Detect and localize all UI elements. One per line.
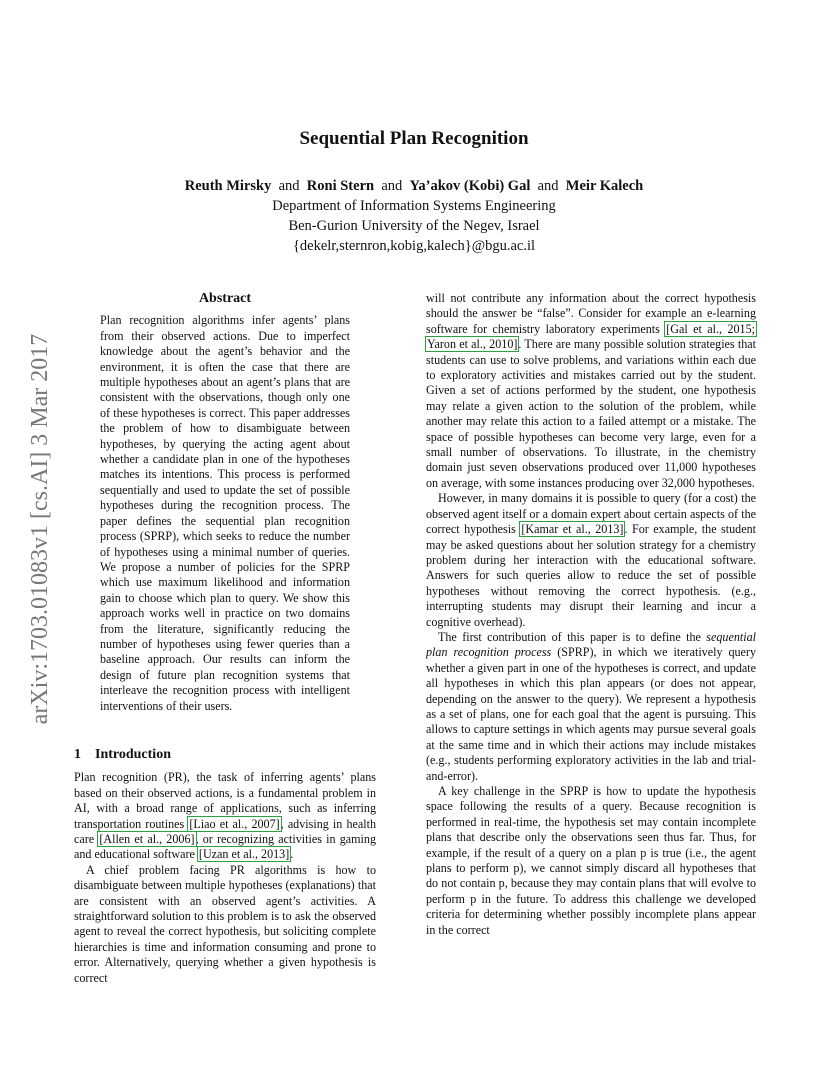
affiliation-department: Department of Information Systems Engineering xyxy=(272,198,556,214)
intro-paragraph-1: Plan recognition (PR), the task of inferring agents’ plans based on their observed actions, is a fundamental problem in AI, with a broad range of applications, such as inferring transportation routines [Liao et al., 2007], advising in health care [Allen et al., 2006], or recognizing activities in gaming and educational software [Uzan et al., 2013]. xyxy=(74,770,377,862)
author-emails: {dekelr,sternron,kobig,kalech}@bgu.ac.il xyxy=(292,238,536,254)
author-separator: and xyxy=(537,178,559,194)
right-paragraph-1: will not contribute any information about the correct hypothesis should the answer be “false”. Consider for example an e-learning software for chemistry laboratory experiments [Gal et al., 2015; Yaron et al., 2010]. There are many possible solution strategies that students can use to solve problems, and variations within each due to exploratory activities and mistakes carried out by the student. Given a set of actions performed by the student, one hypothesis may relate a given action to the solution of the problem, while another may relate this action to a failed attempt or a mistake. The space of possible hypotheses can become very large, even for a small number of observations. To illustrate, in the chemistry domain just seven observations produced over 11,000 hypotheses on average, with some instances producing over 32,000 hypotheses. xyxy=(426,291,756,490)
right-column xyxy=(426,291,756,938)
abstract-heading: Abstract xyxy=(198,291,252,306)
left-column xyxy=(74,291,376,986)
author-name: Meir Kalech xyxy=(565,178,644,194)
right-paragraph-3: The first contribution of this paper is to define the sequential plan recognition process (SPRP), in which we iteratively query whether a given part in one of the hypotheses is correct, and update all hypotheses in which this plan appears (or does not appear, depending on the answer to the query). We represent a hypothesis as a set of plans, one for each goal that the agent is pursuing. This allows to capture settings in which agents may pursue several goals at the same time and in which their actions may include mistakes (e.g., students performing exploratory activities in the lab and trial-and-error). xyxy=(426,629,756,783)
section-number: 1 xyxy=(74,746,81,762)
citation-link[interactable]: [Gal et al., 2015; xyxy=(666,321,755,336)
paper-title: Sequential Plan Recognition xyxy=(299,128,529,149)
author-separator: and xyxy=(381,178,403,194)
section-heading-introduction xyxy=(74,747,376,762)
right-paragraph-4: A key challenge in the SPRP is how to update the hypothesis space following the results of a query. Because recognition is performed in real-time, the hypothesis set may contain incomplete plans that describe only the observations seen thus far. Thus, for example, if the result of a query on a plan p is true (i.e., the agent plans to perform p), we cannot simply discard all hypotheses that do not contain p, because they may contain plans that will evolve to perform p in the future. To address this challenge we developed criteria for determining whether possibly incomplete plans appear in the correct xyxy=(426,784,756,937)
citation-link[interactable]: Yaron et al., 2010] xyxy=(427,337,518,352)
author-line xyxy=(0,176,828,196)
intro-paragraph-2: A chief problem facing PR algorithms is how to disambiguate between multiple hypotheses (explanations) that are consistent with an observed agent’s activities. A straightforward solution to this problem is to ask the observed agent to reveal the correct hypothesis, but soliciting complete hierarchies is time and information consuming and prone to error. Alternatively, querying whether a given hypothesis is correct xyxy=(74,862,376,985)
author-block xyxy=(0,176,828,256)
abstract-text: Plan recognition algorithms infer agents’ plans from their observed actions. Due to imperfect knowledge about the agent’s behavior and the environment, it is often the case that there are multiple hypotheses about an agent’s plans that are consistent with the observations, though only one of these hypotheses is correct. This paper addresses the problem of how to disambiguate between hypotheses, by querying the acting agent about whether a candidate plan in one of the hypotheses matches its intentions. This process is performed sequentially and used to update the set of possible hypotheses during the recognition process. The paper defines the sequential plan recognition process (SPRP), which seeks to reduce the number of hypotheses using a minimal number of queries. We propose a number of policies for the SPRP which use maximum likelihood and information gain to choose which plan to query. We show this approach works well in practice on two domains from the literature, significantly reducing the number of hypotheses using fewer queries than a baseline approach. Our results can inform the design of future plan recognition systems that interleave the recognition process with intelligent interventions of their users. xyxy=(100,313,350,713)
author-separator: and xyxy=(278,178,300,194)
citation-link[interactable]: [Kamar et al., 2013] xyxy=(521,522,624,537)
author-name: Reuth Mirsky xyxy=(184,178,272,194)
author-name: Ya’akov (Kobi) Gal xyxy=(409,178,531,194)
citation-link[interactable]: [Allen et al., 2006] xyxy=(99,832,195,846)
section-title: Introduction xyxy=(95,746,171,762)
author-name: Roni Stern xyxy=(306,178,375,194)
citation-link[interactable]: [Uzan et al., 2013] xyxy=(198,847,290,862)
right-paragraph-2: However, in many domains it is possible to query (for a cost) the observed agent itself or a domain expert about certain aspects of the correct hypothesis [Kamar et al., 2013]. For example, the student may be asked questions about her solution strategy for a chemistry problem during her interaction with the educational software. Answers for such queries allow to reduce the set of possible hypotheses without removing the correct hypothesis. (e.g., interrupting students may disrupt their learning and incur a cognitive overhead). xyxy=(426,491,756,629)
citation-link[interactable]: [Liao et al., 2007] xyxy=(189,816,280,831)
arxiv-side-label: arXiv:1703.01083v1 [cs.AI] 3 Mar 2017 xyxy=(27,333,53,725)
affiliation-university: Ben-Gurion University of the Negev, Israel xyxy=(288,218,540,234)
abstract-body xyxy=(100,313,350,714)
